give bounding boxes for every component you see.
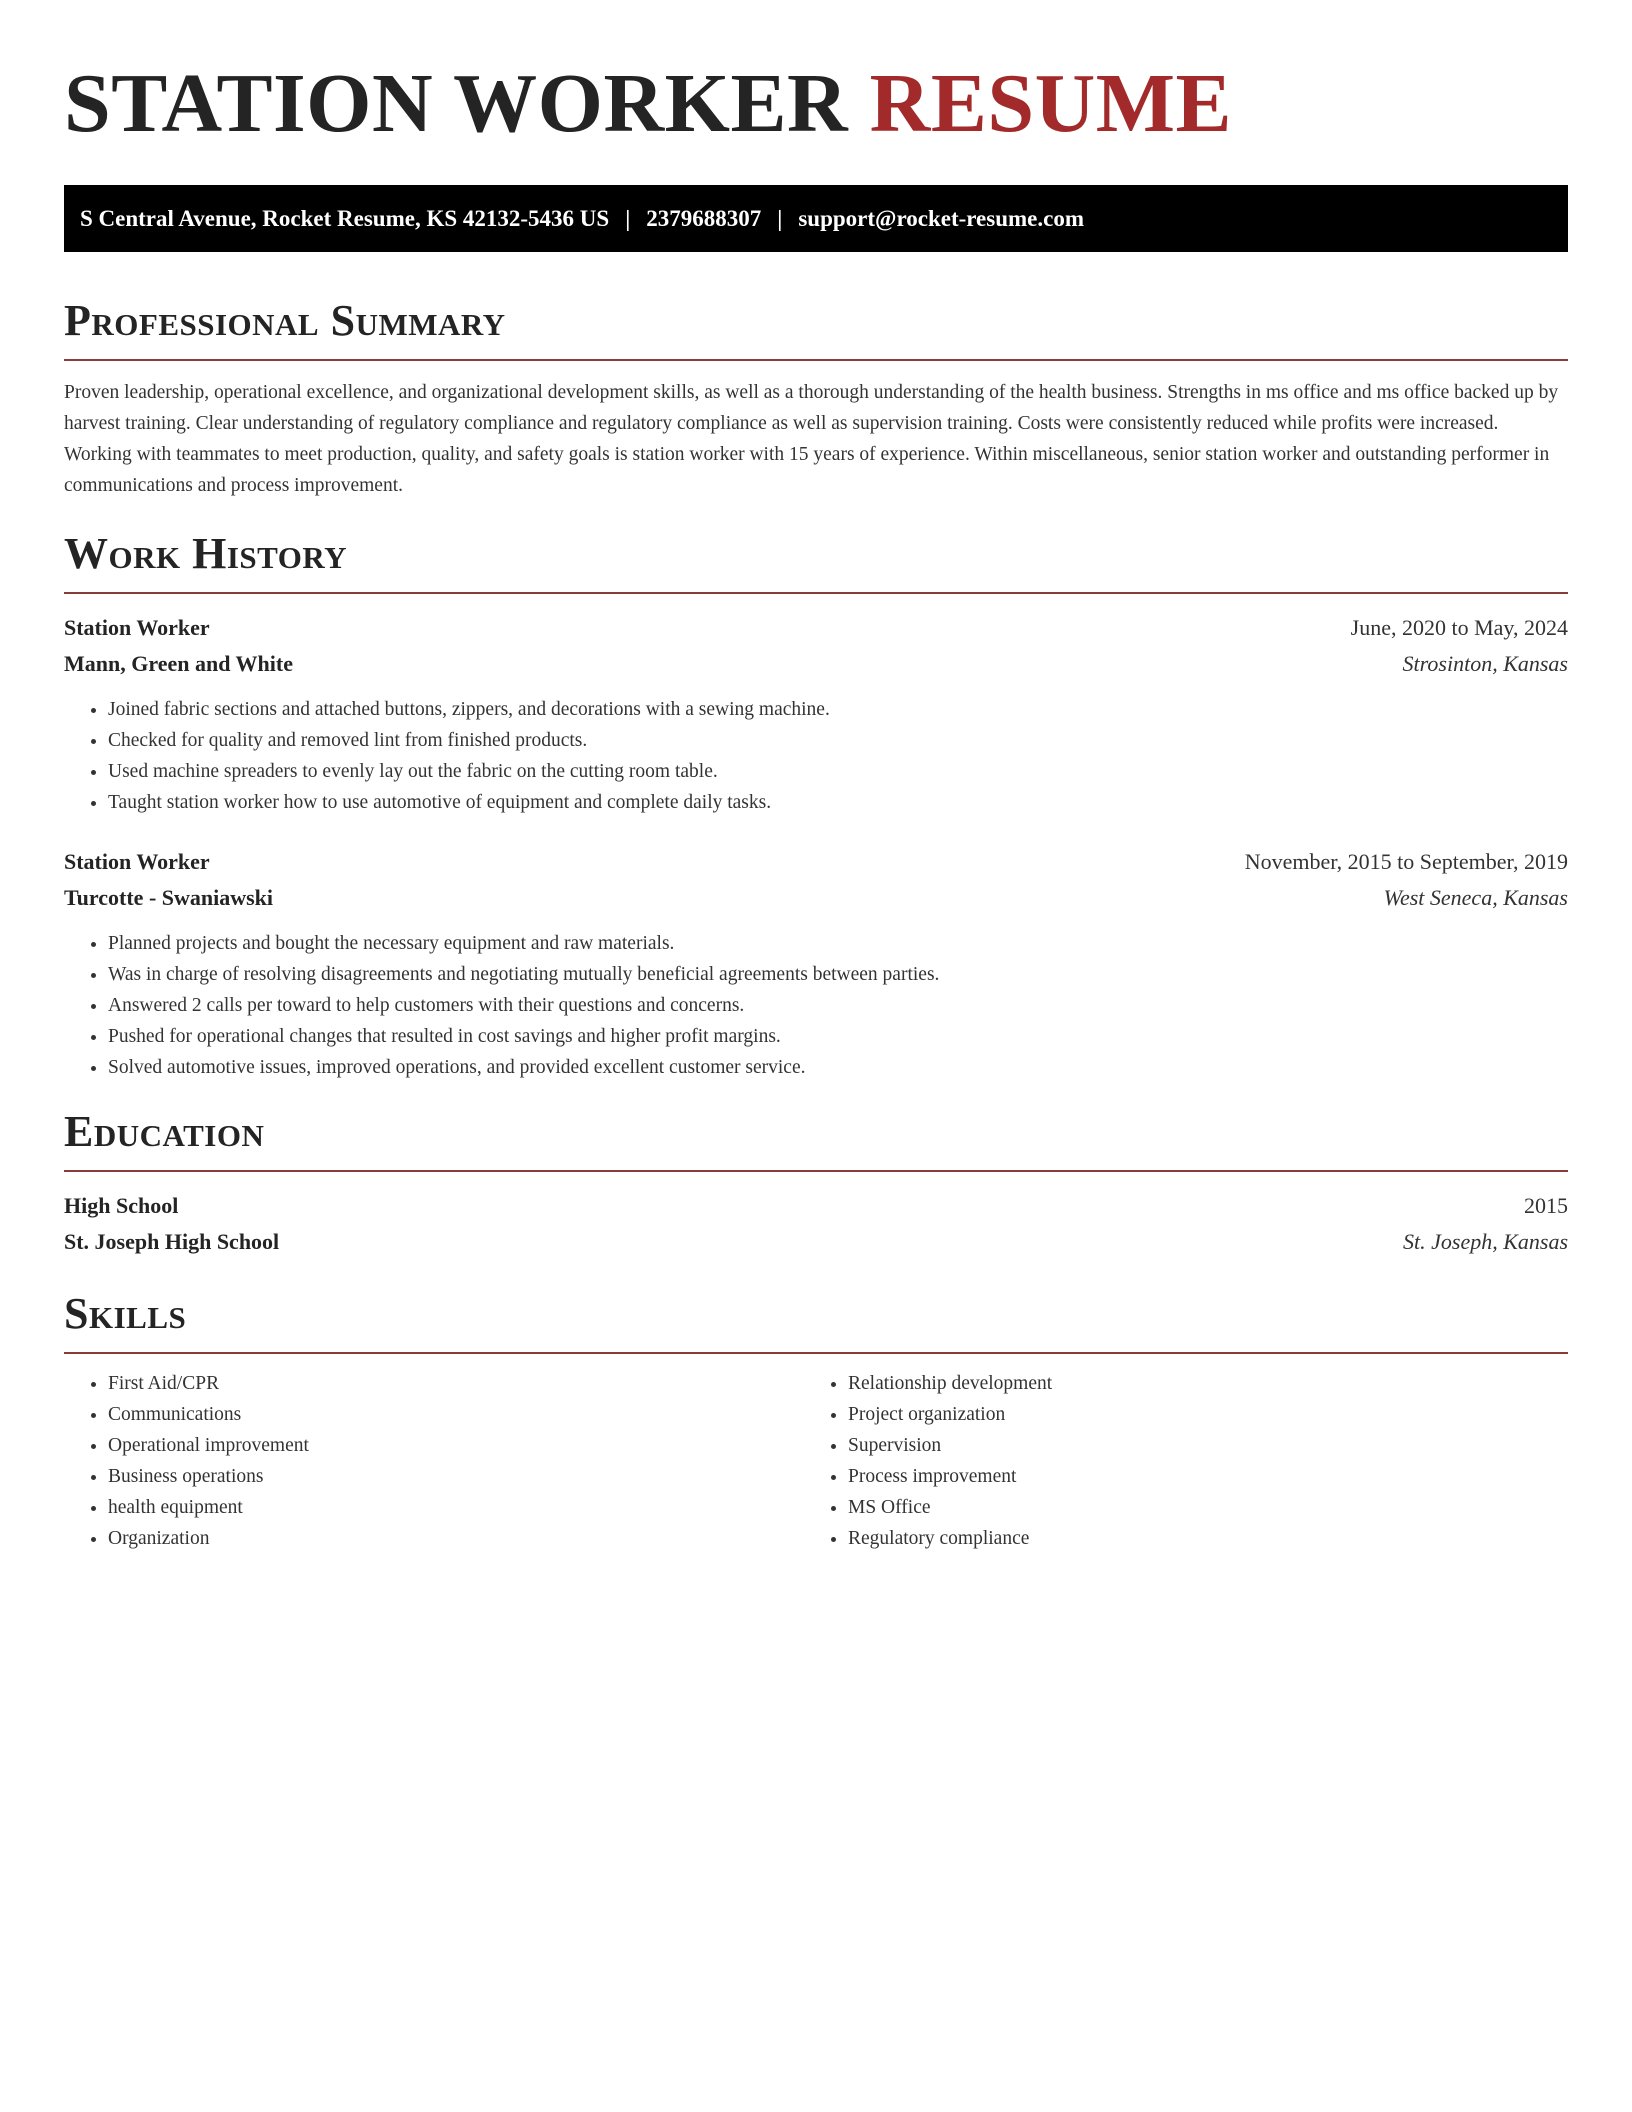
skill-item: • Regulatory compliance	[848, 1523, 1544, 1554]
summary-section	[64, 295, 1568, 501]
job-location: Strosinton, Kansas	[1402, 651, 1568, 676]
section-divider	[64, 592, 1568, 594]
list-item: • Joined fabric sections and attached buttons, zippers, and decorations with a sewing machine.	[108, 694, 1568, 725]
skill-item: • Relationship development	[848, 1368, 1544, 1399]
job-dates: November, 2015 to September, 2019	[1244, 849, 1568, 874]
skills-heading: Skills	[64, 1289, 187, 1338]
skill-item: • health equipment	[108, 1492, 804, 1523]
job-duties	[64, 928, 1568, 1083]
skill-item: • Communications	[108, 1399, 804, 1430]
job-entry	[64, 844, 1568, 1083]
list-item: • Solved automotive issues, improved operations, and provided excellent customer service.	[108, 1052, 1568, 1083]
job-location: West Seneca, Kansas	[1383, 885, 1568, 910]
list-item: • Used machine spreaders to evenly lay out the fabric on the cutting room table.	[108, 756, 1568, 787]
contact-separator: |	[777, 205, 783, 231]
education-year: 2015	[1524, 1193, 1568, 1218]
job-title: Station Worker	[64, 849, 210, 874]
education-school: St. Joseph High School	[64, 1229, 280, 1254]
skill-item: • MS Office	[848, 1492, 1544, 1523]
skills-columns	[64, 1368, 1568, 1554]
list-item: • Planned projects and bought the necessary equipment and raw materials.	[108, 928, 1568, 959]
work-history-heading: Work History	[64, 529, 348, 578]
job-company-row	[64, 880, 1568, 916]
summary-text: Proven leadership, operational excellence, and organizational development skills, as well as a thorough understanding of the health business. Strengths in ms office and ms office backed up by harvest training. Clear understanding of regulatory compliance and regulatory compliance as well as supervision training. Costs were consistently reduced while profits were increased. Working with teammates to meet production, quality, and safety goals is station worker with 15 years of experience. Within miscellaneous, senior station worker and outstanding performer in communications and process improvement.	[64, 382, 1559, 496]
job-duties	[64, 694, 1568, 818]
resume-title	[64, 56, 1568, 152]
work-history-section	[64, 528, 1568, 1083]
contact-address: S Central Avenue, Rocket Resume, KS 42132-5436 US	[80, 205, 610, 231]
list-item: • Taught station worker how to use automotive of equipment and complete daily tasks.	[108, 787, 1568, 818]
skill-item: • Organization	[108, 1523, 804, 1554]
list-item: • Checked for quality and removed lint from finished products.	[108, 725, 1568, 756]
education-degree-row	[64, 1188, 1568, 1224]
education-section	[64, 1106, 1568, 1260]
skill-item: • Business operations	[108, 1461, 804, 1492]
section-divider	[64, 1170, 1568, 1172]
contact-bar	[64, 185, 1568, 252]
skill-item: • Project organization	[848, 1399, 1544, 1430]
job-title: Station Worker	[64, 615, 210, 640]
job-dates: June, 2020 to May, 2024	[1350, 615, 1568, 640]
list-item: • Answered 2 calls per toward to help customers with their questions and concerns.	[108, 990, 1568, 1021]
skills-list-right	[804, 1368, 1544, 1554]
section-divider	[64, 359, 1568, 361]
skill-item: • Operational improvement	[108, 1430, 804, 1461]
skill-item: • Process improvement	[848, 1461, 1544, 1492]
education-degree: High School	[64, 1193, 179, 1218]
title-accent: RESUME	[869, 57, 1233, 150]
contact-email[interactable]: support@rocket-resume.com	[798, 205, 1084, 231]
title-main: STATION WORKER	[64, 57, 849, 150]
job-company: Mann, Green and White	[64, 651, 293, 676]
list-item: • Pushed for operational changes that resulted in cost savings and higher profit margins.	[108, 1021, 1568, 1052]
skills-list-left	[64, 1368, 804, 1554]
education-entry	[64, 1188, 1568, 1260]
education-school-row	[64, 1224, 1568, 1260]
list-item: • Was in charge of resolving disagreements and negotiating mutually beneficial agreements between parties.	[108, 959, 1568, 990]
skill-item: • Supervision	[848, 1430, 1544, 1461]
skill-item: • First Aid/CPR	[108, 1368, 804, 1399]
education-location: St. Joseph, Kansas	[1403, 1229, 1568, 1254]
section-divider	[64, 1352, 1568, 1354]
job-company-row	[64, 646, 1568, 682]
job-entry	[64, 610, 1568, 818]
job-company: Turcotte - Swaniawski	[64, 885, 274, 910]
education-heading: Education	[64, 1107, 265, 1156]
contact-phone[interactable]: 2379688307	[646, 205, 762, 231]
summary-heading: Professional Summary	[64, 296, 506, 345]
skills-section	[64, 1288, 1568, 1554]
contact-separator: |	[625, 205, 631, 231]
job-title-row	[64, 844, 1568, 880]
job-title-row	[64, 610, 1568, 646]
